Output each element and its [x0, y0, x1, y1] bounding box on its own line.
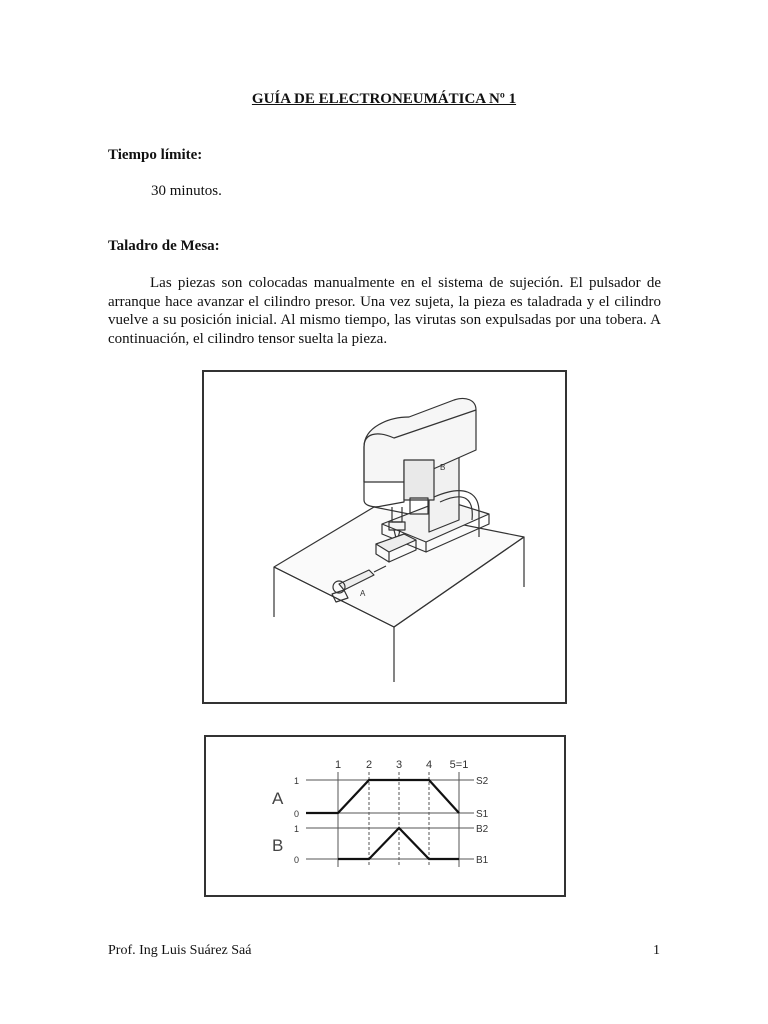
drill-press-figure: [202, 370, 567, 704]
displacement-step-diagram: [204, 735, 566, 897]
b-level-1: 1: [294, 824, 300, 834]
step-3: 3: [395, 759, 403, 771]
step-1: 1: [334, 759, 342, 771]
label-a: A: [360, 589, 366, 598]
step-2: 2: [365, 759, 373, 771]
cylinder-b-label: B: [272, 836, 284, 855]
step-5: 5=1: [449, 759, 469, 771]
sensor-s1: S1: [476, 809, 489, 820]
sensor-s2: S2: [476, 776, 489, 787]
sensor-b2: B2: [476, 824, 489, 835]
cylinder-a-label: A: [272, 789, 284, 808]
section-heading: Taladro de Mesa:: [108, 238, 220, 254]
step-4: 4: [425, 759, 433, 771]
a-level-1: 1: [294, 776, 300, 786]
label-b: B: [440, 463, 446, 472]
footer-author: Prof. Ing Luis Suárez Saá: [108, 943, 252, 958]
sensor-b1: B1: [476, 855, 489, 866]
time-limit-heading: Tiempo límite:: [108, 147, 203, 163]
drill-press-illustration: [204, 372, 565, 702]
time-limit-value: 30 minutos.: [151, 183, 222, 199]
b-level-0: 0: [294, 855, 300, 865]
document-title: GUÍA DE ELECTRONEUMÁTICA Nº 1: [251, 91, 517, 107]
a-level-0: 0: [294, 809, 300, 819]
footer-page-number: 1: [653, 943, 660, 958]
description-paragraph: Las piezas son colocadas manualmente en el sistema de sujeción. El pulsador de arranque hace avanzar el cilindro presor. Una vez sujeta, la pieza es taladrada y el cilindro vuelve a su posición inicial. Al mismo tiempo, las virutas son expulsadas por una tobera. A continuación, el cilindro tensor suelta la pieza.: [108, 275, 661, 347]
step-diagram-svg: [206, 737, 564, 895]
